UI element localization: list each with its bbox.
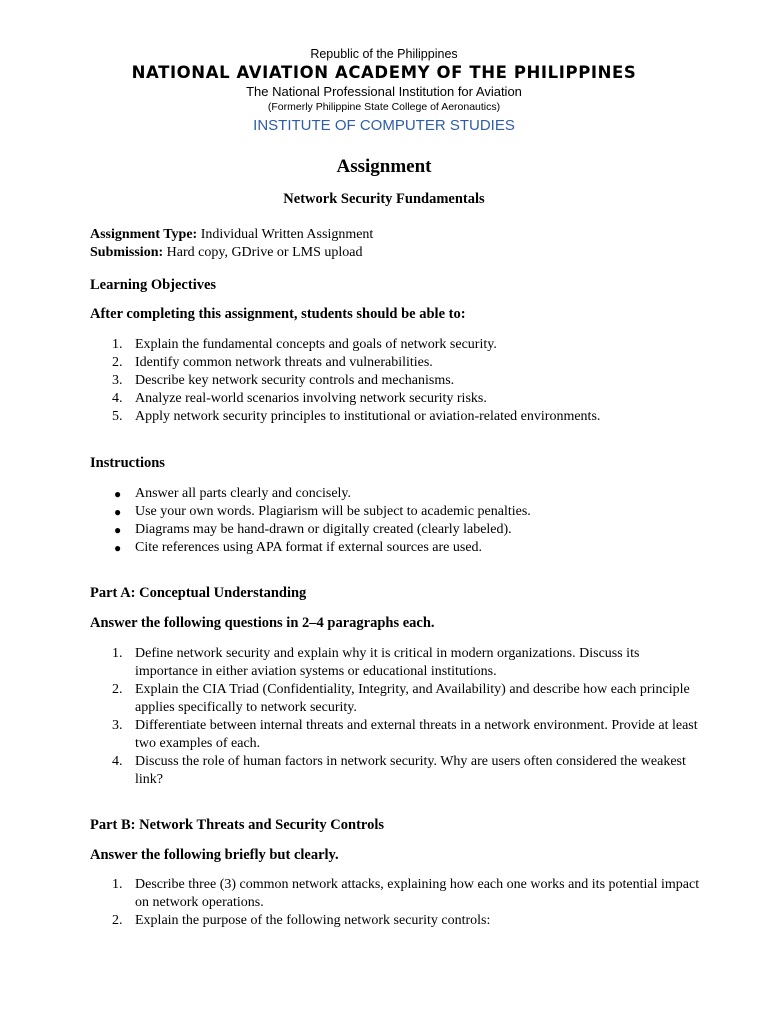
list-item: 4. Discuss the role of human factors in network security. Why are users often considered the weakest link? [112, 754, 686, 787]
list-item: ● Answer all parts clearly and concisely. [114, 486, 352, 501]
tagline: The National Professional Institution for Aviation [246, 84, 522, 99]
list-item: ● Diagrams may be hand-drawn or digitally created (clearly labeled). [114, 522, 512, 537]
page-subtitle: Network Security Fundamentals [283, 191, 485, 207]
assignment-type-value: Individual Written Assignment [197, 227, 374, 242]
page-title: Assignment [336, 156, 432, 177]
assignment-type-line [90, 226, 690, 244]
assignment-meta [90, 226, 690, 261]
part-a-list [90, 645, 700, 789]
list-item: 2. Identify common network threats and vulnerabilities. [112, 355, 433, 370]
list-item: 2. Explain the CIA Triad (Confidentiality, Integrity, and Availability) and describe how each principle applies specifically to network security. [112, 682, 690, 715]
list-item: 4. Analyze real-world scenarios involving network security risks. [112, 391, 487, 406]
part-b-heading: Part B: Network Threats and Security Controls [90, 817, 385, 833]
list-item: ● Use your own words. Plagiarism will be subject to academic penalties. [114, 504, 531, 519]
list-item: 1. Explain the fundamental concepts and goals of network security. [112, 337, 497, 352]
assignment-type-label: Assignment Type: [90, 227, 198, 242]
list-item: 2. Explain the purpose of the following network security controls: [112, 913, 491, 928]
republic-line: Republic of the Philippines [310, 47, 458, 61]
submission-line [90, 244, 690, 262]
submission-value: Hard copy, GDrive or LMS upload [163, 244, 363, 260]
submission-label: Submission: [90, 244, 164, 260]
list-item: 3. Differentiate between internal threats and external threats in a network environment. Provide at least two examples of each. [112, 718, 698, 751]
formerly-note: (Formerly Philippine State College of Aeronautics) [267, 101, 501, 113]
list-item: ● Cite references using APA format if external sources are used. [114, 540, 483, 555]
part-a-intro: Answer the following questions in 2–4 paragraphs each. [90, 615, 435, 631]
list-item: 5. Apply network security principles to institutional or aviation-related environments. [112, 409, 601, 424]
list-item: 3. Describe key network security controls and mechanisms. [112, 373, 455, 388]
part-b-list [90, 876, 700, 930]
objectives-intro: After completing this assignment, students should be able to: [90, 306, 466, 322]
list-item: 1. Describe three (3) common network attacks, explaining how each one works and its potential impact on network operations. [112, 877, 700, 910]
objectives-heading: Learning Objectives [90, 277, 217, 293]
part-a-heading: Part A: Conceptual Understanding [90, 585, 307, 601]
instructions-heading: Instructions [90, 455, 165, 471]
institute-name: INSTITUTE OF COMPUTER STUDIES [253, 117, 515, 134]
academy-name: NATIONAL AVIATION ACADEMY OF THE PHILIPPINES [131, 63, 637, 82]
objectives-list [90, 336, 690, 426]
list-item: 1. Define network security and explain why it is critical in modern organizations. Discuss its importance in either aviation systems or educational institutions. [112, 646, 640, 679]
part-b-intro: Answer the following briefly but clearly. [90, 847, 339, 863]
instructions-list [90, 485, 690, 557]
